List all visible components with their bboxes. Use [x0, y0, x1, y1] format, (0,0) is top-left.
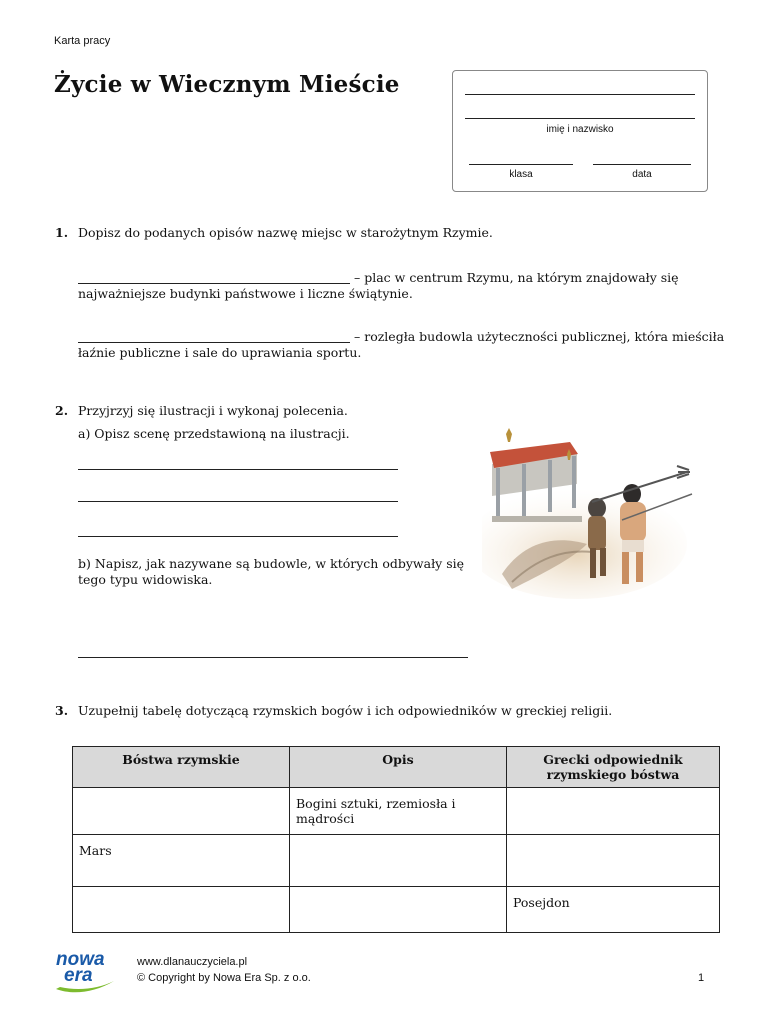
- page-number: 1: [698, 972, 705, 984]
- table-header: Bóstwa rzymskie: [73, 747, 290, 788]
- table-cell[interactable]: [290, 835, 507, 887]
- table-cell[interactable]: [507, 835, 720, 887]
- task-1-item-1-line-1: – plac w centrum Rzymu, na którym znajdowały się: [354, 270, 679, 285]
- answer-line-a-2[interactable]: [78, 501, 398, 502]
- student-info-box: [452, 70, 708, 192]
- task-1-item-2-line-1: – rozległa budowla użyteczności publicznej, która mieściła: [354, 329, 725, 344]
- answer-line-baths[interactable]: [78, 342, 350, 343]
- task-2-a: a) Opisz scenę przedstawioną na ilustracji.: [78, 426, 350, 441]
- answer-line-a-3[interactable]: [78, 536, 398, 537]
- task-2-prompt: Przyjrzyj się ilustracji i wykonaj polecenia.: [78, 403, 348, 418]
- task-2-b-line-1: b) Napisz, jak nazywane są budowle, w których odbywały się: [78, 556, 464, 571]
- task-1-item-1-line-2: najważniejsze budynki państwowe i liczne świątynie.: [78, 286, 413, 301]
- logo-swoosh-icon: [54, 979, 118, 995]
- table-cell: Bogini sztuki, rzemiosła i mądrości: [290, 788, 507, 835]
- name-line-1[interactable]: [465, 94, 695, 95]
- table-row: [73, 788, 720, 835]
- gladiators-illustration: [482, 424, 698, 600]
- footer-url[interactable]: www.dlanauczyciela.pl: [137, 956, 248, 968]
- answer-line-b[interactable]: [78, 657, 468, 658]
- answer-line-forum[interactable]: [78, 283, 350, 284]
- logo-text-era: era: [64, 965, 93, 986]
- date-line[interactable]: [593, 164, 691, 165]
- task-3-prompt: Uzupełnij tabelę dotyczącą rzymskich bogów i ich odpowiedników w greckiej religii.: [78, 703, 613, 718]
- class-line[interactable]: [469, 164, 573, 165]
- name-line-2[interactable]: [465, 118, 695, 119]
- class-label: klasa: [509, 169, 533, 180]
- table-cell[interactable]: [73, 788, 290, 835]
- table-row: [73, 835, 720, 887]
- answer-line-a-1[interactable]: [78, 469, 398, 470]
- table-cell: Mars: [73, 835, 290, 887]
- worksheet-label: Karta pracy: [54, 35, 111, 47]
- table-row: [73, 887, 720, 933]
- task-1-prompt: Dopisz do podanych opisów nazwę miejsc w starożytnym Rzymie.: [78, 225, 493, 240]
- task-2-b-line-2: tego typu widowiska.: [78, 572, 213, 587]
- nowa-era-logo: [54, 951, 118, 997]
- task-2-number: 2.: [55, 403, 69, 418]
- page-title: Życie w Wiecznym Mieście: [54, 71, 400, 98]
- logo-text-nowa: nowa: [56, 949, 105, 970]
- table-cell[interactable]: [73, 887, 290, 933]
- table-cell[interactable]: [290, 887, 507, 933]
- gods-table: [72, 746, 720, 933]
- task-1-item-2-line-2: łaźnie publiczne i sale do uprawiania sportu.: [78, 345, 362, 360]
- footer-copyright: © Copyright by Nowa Era Sp. z o.o.: [137, 972, 311, 984]
- table-cell[interactable]: [507, 788, 720, 835]
- table-cell: Posejdon: [507, 887, 720, 933]
- date-label: data: [632, 169, 652, 180]
- task-3-number: 3.: [55, 703, 69, 718]
- task-1-number: 1.: [55, 225, 69, 240]
- table-header: Opis: [290, 747, 507, 788]
- name-label: imię i nazwisko: [546, 124, 614, 135]
- table-header: Grecki odpowiednik rzymskiego bóstwa: [507, 747, 720, 788]
